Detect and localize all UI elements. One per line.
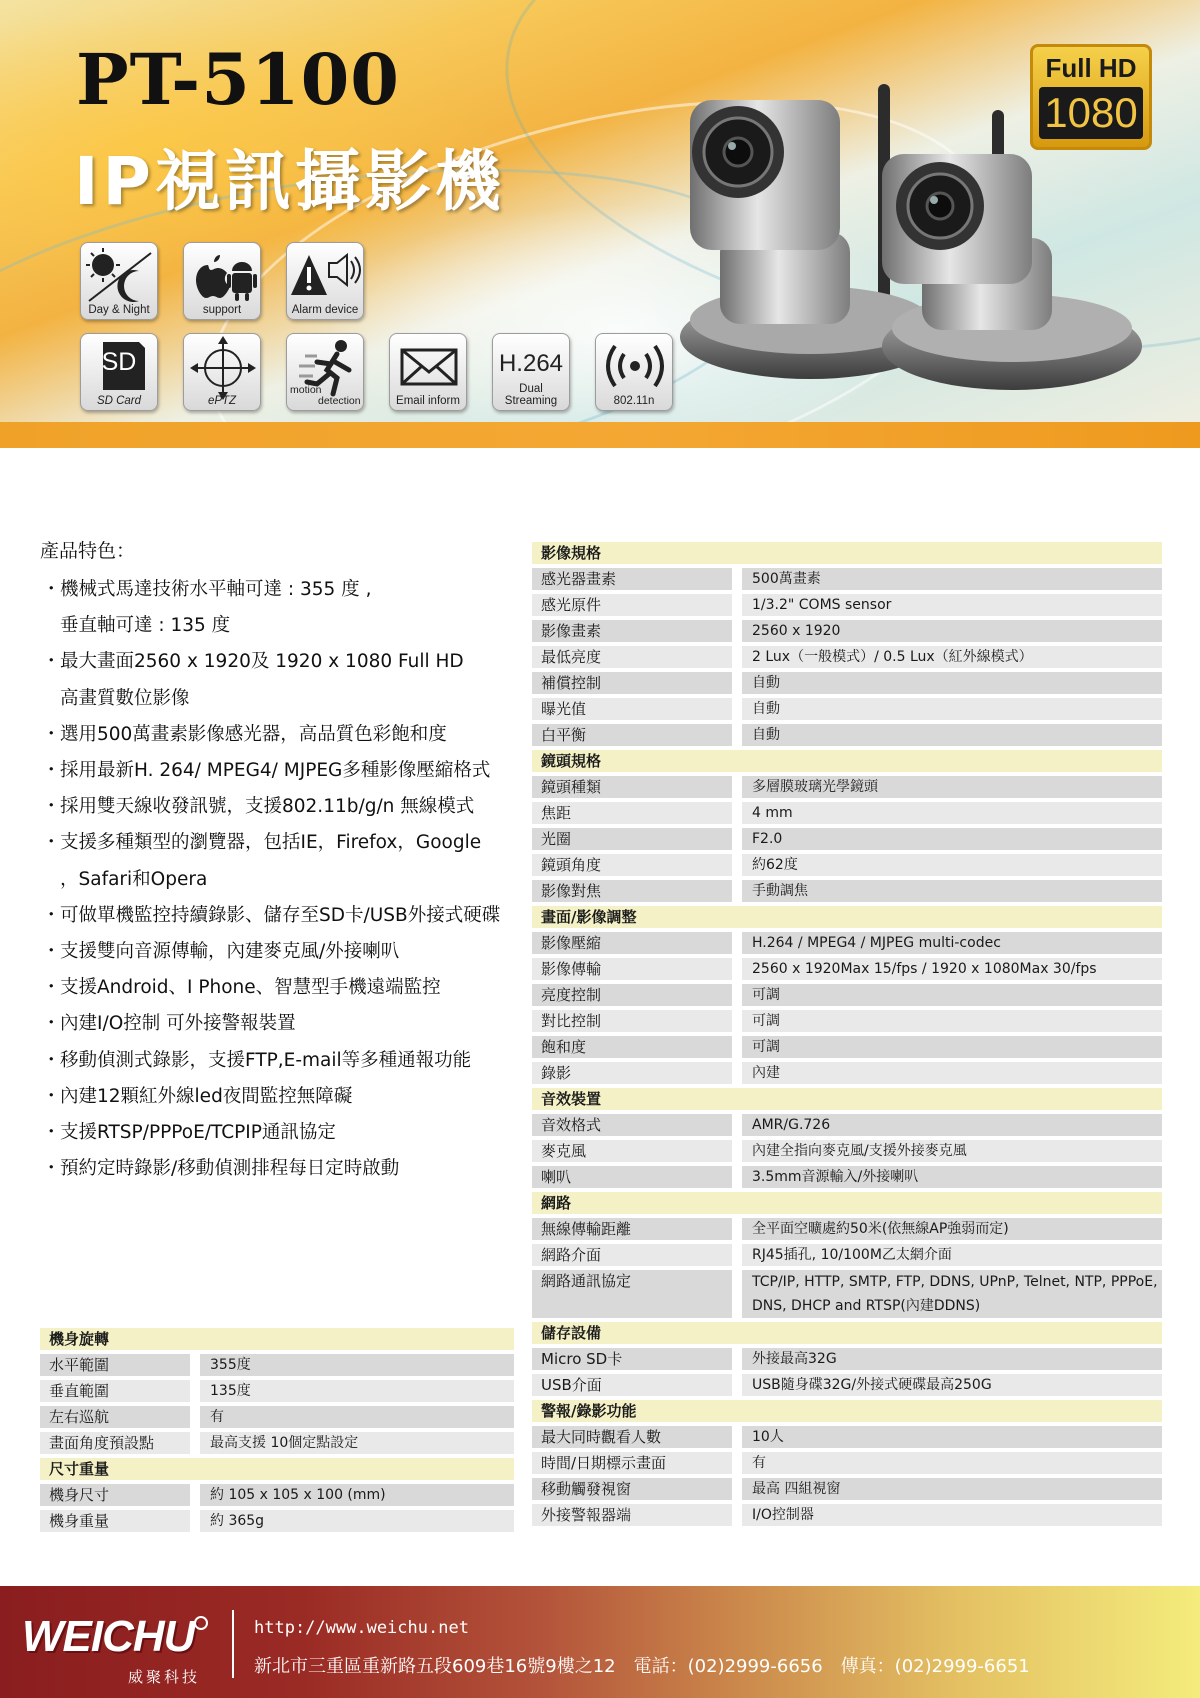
feature-text: 選用500萬畫素影像感光器，高品質色彩飽和度 (60, 723, 447, 745)
spec-label: 音效格式 (532, 1114, 732, 1136)
feature-item (42, 608, 532, 644)
spec-row (532, 854, 1162, 876)
features-heading: 產品特色： (40, 540, 136, 562)
envelope-icon (389, 333, 467, 411)
feature-text: 內建I/O控制 可外接警報裝置 (60, 1013, 296, 1035)
spec-value: 自動 (742, 724, 1162, 746)
icon-label: Day & Night (88, 304, 150, 316)
spec-value: 外接最高32G (742, 1348, 1162, 1370)
feature-text: 最大畫面2560 x 1920及 1920 x 1080 Full HD (60, 651, 464, 673)
spec-value: 500萬畫素 (742, 568, 1162, 590)
feature-item (42, 1043, 532, 1079)
spec-value: 355度 (200, 1354, 514, 1376)
spec-value: TCP/IP, HTTP, SMTP, FTP, DDNS, UPnP, Telnet, NTP, PPPoE, DNS, DHCP and RTSP(內建DDNS) (742, 1270, 1162, 1318)
spec-label: 喇叭 (532, 1166, 732, 1188)
spec-label: 左右巡航 (40, 1406, 190, 1428)
wireless-icon (595, 333, 673, 411)
spec-value: AMR/G.726 (742, 1114, 1162, 1136)
icon-label: 802.11n (613, 395, 655, 407)
spec-label: 網路介面 (532, 1244, 732, 1266)
section-header: 網路 (532, 1192, 1162, 1214)
features-list (42, 572, 532, 1187)
spec-row (532, 1426, 1162, 1448)
feature-text: 預約定時錄影/移動偵測排程每日定時啟動 (60, 1158, 400, 1180)
spec-label: 影像壓縮 (532, 932, 732, 954)
feature-item (42, 1079, 532, 1115)
header-banner (0, 0, 1200, 448)
spec-row (40, 1510, 514, 1532)
spec-row (532, 1140, 1162, 1162)
feature-item (42, 753, 532, 789)
icon-label-line: Streaming (504, 395, 558, 407)
spec-value: 約 105 x 105 x 100 (mm) (200, 1484, 514, 1506)
icon-label: support (202, 304, 242, 316)
section-header: 儲存設備 (532, 1322, 1162, 1344)
spec-row (532, 984, 1162, 1006)
feature-item (42, 1151, 532, 1187)
feature-item (42, 717, 532, 753)
feature-text: 採用最新H. 264/ MPEG4/ MJPEG多種影像壓縮格式 (60, 760, 491, 782)
spec-value: 3.5mm音源輸入/外接喇叭 (742, 1166, 1162, 1188)
feature-item (42, 1115, 532, 1151)
spec-label: 飽和度 (532, 1036, 732, 1058)
website-link[interactable]: http://www.weichu.net (254, 1618, 469, 1638)
bullet-dot: ・ (42, 941, 61, 963)
spec-row (532, 1504, 1162, 1526)
spec-label: 對比控制 (532, 1010, 732, 1032)
spec-row (532, 958, 1162, 980)
section-rows (532, 1114, 1162, 1188)
spec-row (532, 1062, 1162, 1084)
spec-table-right (532, 542, 1162, 1530)
spec-label: 亮度控制 (532, 984, 732, 1006)
spec-value: USB隨身碟32G/外接式硬碟最高250G (742, 1374, 1162, 1396)
spec-label: 焦距 (532, 802, 732, 824)
spec-label: 錄影 (532, 1062, 732, 1084)
spec-row (532, 1270, 1162, 1318)
feature-item (42, 681, 532, 717)
bullet-dot: ・ (42, 796, 61, 818)
badge-resolution: 1080 (1039, 87, 1143, 139)
spec-value: 內建全指向麥克風/支援外接麥克風 (742, 1140, 1162, 1162)
spec-row (40, 1354, 514, 1376)
section-rows (532, 1426, 1162, 1526)
feature-item (42, 934, 532, 970)
spec-label: 麥克風 (532, 1140, 732, 1162)
bullet-dot: ・ (42, 579, 61, 600)
bullet-dot: ・ (42, 723, 61, 745)
spec-value: 全平面空曠處約50米(依無線AP強弱而定) (742, 1218, 1162, 1240)
contact-address: 新北市三重區重新路五段609巷16號9樓之12 電話：(02)2999-6656 傳真：(02)2999-6651 (254, 1656, 1030, 1677)
bullet-dot: ・ (42, 832, 61, 854)
spec-label: 最大同時觀看人數 (532, 1426, 732, 1448)
icon-label: Alarm device (291, 304, 359, 316)
spec-row (532, 1114, 1162, 1136)
spec-label: 感光原件 (532, 594, 732, 616)
bullet-dot: ・ (42, 904, 61, 926)
spec-row (532, 1348, 1162, 1370)
spec-label: 補償控制 (532, 672, 732, 694)
spec-label: Micro SD卡 (532, 1348, 732, 1370)
spec-value: 自動 (742, 698, 1162, 720)
spec-row (532, 724, 1162, 746)
spec-label: 鏡頭角度 (532, 854, 732, 876)
sd-card-icon (80, 333, 158, 411)
spec-value: 內建 (742, 1062, 1162, 1084)
spec-row (532, 1374, 1162, 1396)
section-rows (532, 932, 1162, 1084)
spec-label: 光圈 (532, 828, 732, 850)
footer-divider (232, 1610, 234, 1678)
bullet-dot: ・ (42, 977, 61, 999)
spec-value: 4 mm (742, 802, 1162, 824)
spec-row (532, 594, 1162, 616)
spec-value: F2.0 (742, 828, 1162, 850)
feature-text: 支援多種類型的瀏覽器，包括IE，Firefox，Google (60, 832, 482, 854)
icon-label (505, 383, 557, 407)
bullet-dot: ・ (42, 1085, 61, 1107)
feature-text: 高畫質數位影像 (60, 687, 190, 709)
feature-text: 可做單機監控持續錄影、儲存至SD卡/USB外接式硬碟 (60, 904, 501, 926)
spec-label: 曝光值 (532, 698, 732, 720)
spec-row (532, 802, 1162, 824)
section-header: 鏡頭規格 (532, 750, 1162, 772)
section-header: 音效裝置 (532, 1088, 1162, 1110)
section-header: 機身旋轉 (40, 1328, 514, 1350)
section-rows (40, 1484, 514, 1532)
spec-row (40, 1432, 514, 1454)
icon-label: ePTZ (207, 395, 237, 407)
spec-label: 水平範圍 (40, 1354, 190, 1376)
icon-label-line: motion (290, 384, 322, 396)
spec-row (532, 698, 1162, 720)
spec-label: 外接警報器端 (532, 1504, 732, 1526)
spec-value: 可調 (742, 1036, 1162, 1058)
section-rows (40, 1354, 514, 1454)
feature-item (42, 644, 532, 680)
spec-row (532, 828, 1162, 850)
running-man-icon (286, 333, 364, 411)
spec-row (532, 880, 1162, 902)
spec-value: 2560 x 1920 (742, 620, 1162, 642)
spec-row (40, 1484, 514, 1506)
icon-label: Email inform (396, 395, 460, 407)
feature-text: 機械式馬達技術水平軸可達 : 355 度 , (60, 579, 372, 600)
icon-label-line: Dual (519, 383, 543, 395)
bullet-dot: ・ (42, 1013, 61, 1035)
registered-mark-icon (194, 1616, 208, 1630)
spec-value: 有 (742, 1452, 1162, 1474)
feature-text: 支援RTSP/PPPoE/TCPIP通訊協定 (60, 1122, 336, 1144)
bullet-dot: ・ (42, 1158, 61, 1180)
spec-value: I/O控制器 (742, 1504, 1162, 1526)
feature-item (42, 825, 532, 861)
orange-divider-bar (0, 422, 1200, 448)
section-header: 尺寸重量 (40, 1458, 514, 1480)
section-header: 影像規格 (532, 542, 1162, 564)
feature-text: 移動偵測式錄影，支援FTP,E-mail等多種通報功能 (60, 1049, 472, 1071)
spec-row (40, 1406, 514, 1428)
spec-value: 有 (200, 1406, 514, 1428)
bullet-dot: ・ (42, 651, 61, 673)
icon-big-text: SD (101, 348, 137, 376)
spec-value: 135度 (200, 1380, 514, 1402)
brand-logo: WEICHU (22, 1612, 195, 1661)
spec-value: H.264 / MPEG4 / MJPEG multi-codec (742, 932, 1162, 954)
spec-label: 鏡頭種類 (532, 776, 732, 798)
camera-image-front (862, 108, 1152, 398)
feature-item (42, 898, 532, 934)
spec-row (532, 568, 1162, 590)
spec-label: 畫面角度預設點 (40, 1432, 190, 1454)
bullet-dot: ・ (42, 1122, 61, 1144)
spec-value: 手動調焦 (742, 880, 1162, 902)
section-header: 畫面/影像調整 (532, 906, 1162, 928)
spec-row (532, 1036, 1162, 1058)
spec-row (532, 1010, 1162, 1032)
spec-value: 2 Lux（一般模式）/ 0.5 Lux（紅外線模式） (742, 646, 1162, 668)
spec-value: RJ45插孔, 10/100M乙太網介面 (742, 1244, 1162, 1266)
spec-value: 約62度 (742, 854, 1162, 876)
spec-row (532, 672, 1162, 694)
spec-row (532, 1478, 1162, 1500)
spec-value: 可調 (742, 984, 1162, 1006)
spec-label: 影像傳輸 (532, 958, 732, 980)
section-rows (532, 1218, 1162, 1318)
model-number: PT-5100 (76, 38, 401, 121)
spec-label: 機身重量 (40, 1510, 190, 1532)
spec-label: 網路通訊協定 (532, 1270, 732, 1318)
bullet-dot: ・ (42, 1049, 61, 1071)
spec-row (532, 646, 1162, 668)
icon-label (290, 385, 360, 407)
feature-text: 垂直軸可達 : 135 度 (60, 615, 231, 637)
spec-label: 感光器畫素 (532, 568, 732, 590)
icon-big-text: H.264 (498, 350, 564, 377)
feature-item (42, 862, 532, 898)
spec-value: 約 365g (200, 1510, 514, 1532)
spec-value: 最高支援 10個定點設定 (200, 1432, 514, 1454)
spec-row (532, 1452, 1162, 1474)
feature-text: ，Safari和Opera (60, 868, 208, 890)
icon-label: SD Card (96, 395, 142, 407)
spec-label: 垂直範圍 (40, 1380, 190, 1402)
spec-table-left (40, 1328, 514, 1536)
apple-android-icon (183, 242, 261, 320)
feature-item (42, 970, 532, 1006)
spec-label: 移動觸發視窗 (532, 1478, 732, 1500)
feature-text: 支援Android、I Phone、智慧型手機遠端監控 (60, 977, 441, 999)
spec-value: 1/3.2" COMS sensor (742, 594, 1162, 616)
spec-label: USB介面 (532, 1374, 732, 1396)
section-rows (532, 568, 1162, 746)
feature-text: 支援雙向音源傳輸，內建麥克風/外接喇叭 (60, 941, 400, 963)
spec-row (532, 1166, 1162, 1188)
spec-value: 最高 四組視窗 (742, 1478, 1162, 1500)
section-rows (532, 776, 1162, 902)
feature-item (42, 789, 532, 825)
feature-text: 內建12顆紅外線led夜間監控無障礙 (60, 1085, 353, 1107)
feature-item (42, 572, 532, 608)
bullet-dot: ・ (42, 760, 61, 782)
alarm-speaker-icon (286, 242, 364, 320)
spec-label: 白平衡 (532, 724, 732, 746)
section-header: 警報/錄影功能 (532, 1400, 1162, 1422)
footer (0, 1586, 1200, 1698)
spec-row (532, 932, 1162, 954)
spec-label: 無線傳輸距離 (532, 1218, 732, 1240)
spec-value: 可調 (742, 1010, 1162, 1032)
spec-value: 自動 (742, 672, 1162, 694)
feature-item (42, 1006, 532, 1042)
spec-row (532, 1218, 1162, 1240)
spec-value: 多層膜玻璃光學鏡頭 (742, 776, 1162, 798)
ptz-arrows-icon (183, 333, 261, 411)
section-rows (532, 1348, 1162, 1396)
icon-label-line: detection (318, 395, 361, 407)
spec-label: 影像對焦 (532, 880, 732, 902)
badge-text: Full HD (1045, 53, 1137, 83)
spec-label: 影像畫素 (532, 620, 732, 642)
spec-label: 時間/日期標示畫面 (532, 1452, 732, 1474)
spec-value: 10人 (742, 1426, 1162, 1448)
spec-row (532, 620, 1162, 642)
product-title: IP視訊攝影機 (74, 143, 505, 220)
spec-row (40, 1380, 514, 1402)
spec-label: 機身尺寸 (40, 1484, 190, 1506)
spec-row (532, 1244, 1162, 1266)
brand-subtitle: 威聚科技 (128, 1668, 201, 1686)
day-night-icon (80, 242, 158, 320)
feature-text: 採用雙天線收發訊號，支援802.11b/g/n 無線模式 (60, 796, 475, 818)
h264-icon (492, 333, 570, 411)
spec-row (532, 776, 1162, 798)
spec-value: 2560 x 1920Max 15/fps / 1920 x 1080Max 30/fps (742, 958, 1162, 980)
spec-label: 最低亮度 (532, 646, 732, 668)
